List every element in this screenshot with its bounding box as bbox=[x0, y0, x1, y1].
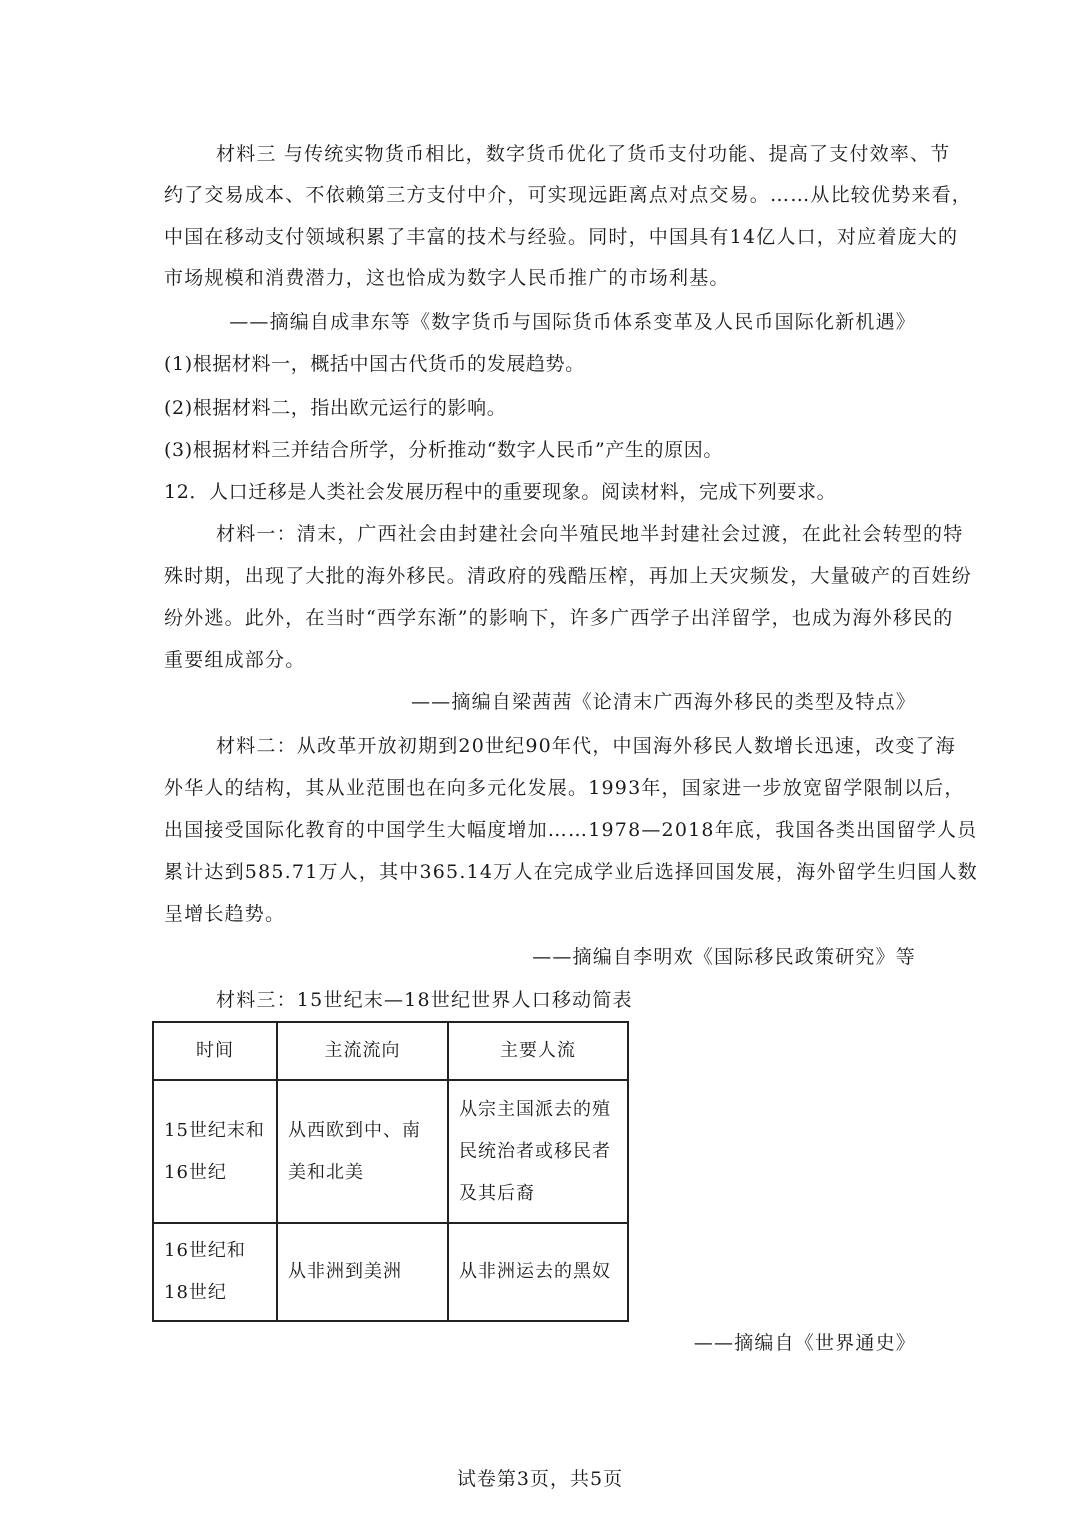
table-row bbox=[153, 1223, 628, 1321]
table-cell: 15世纪末和16世纪 bbox=[153, 1080, 277, 1223]
table-cell: 从宗主国派去的殖民统治者或移民者及其后裔 bbox=[448, 1080, 628, 1223]
table-cell: 从非洲运去的黑奴 bbox=[448, 1223, 628, 1321]
q12-material3-source: ——摘编自《世界通史》 bbox=[693, 1332, 916, 1354]
q11-subquestion-1: (1)根据材料一，概括中国古代货币的发展趋势。 bbox=[164, 353, 585, 375]
q12-material2-line-1: 材料二：从改革开放初期到20世纪90年代，中国海外移民人数增长迅速，改变了海 bbox=[216, 735, 956, 757]
table-cell: 从非洲到美洲 bbox=[277, 1223, 448, 1321]
q12-material2-line-3: 出国接受国际化教育的中国学生大幅度增加……1978—2018年底，我国各类出国留学人员 bbox=[164, 819, 978, 841]
table-cell: 从西欧到中、南美和北美 bbox=[277, 1080, 448, 1223]
q12-material2-line-4: 累计达到585.71万人，其中365.14万人在完成学业后选择回国发展，海外留学生归国人数 bbox=[164, 861, 978, 883]
material3-money-source: ——摘编自成聿东等《数字货币与国际货币体系变革及人民币国际化新机遇》 bbox=[229, 311, 916, 333]
page-footer: 试卷第3页，共5页 bbox=[456, 1468, 624, 1490]
q12-stem: 12．人口迁移是人类社会发展历程中的重要现象。阅读材料，完成下列要求。 bbox=[164, 481, 837, 503]
table-header-cell: 主流流向 bbox=[277, 1022, 448, 1080]
table-header-cell: 主要人流 bbox=[448, 1022, 628, 1080]
material3-money-line-3: 中国在移动支付领域积累了丰富的技术与经验。同时，中国具有14亿人口，对应着庞大的 bbox=[164, 226, 959, 248]
q12-material1-source: ——摘编自梁茜茜《论清末广西海外移民的类型及特点》 bbox=[410, 691, 916, 713]
table-header-cell: 时间 bbox=[153, 1022, 277, 1080]
table-row bbox=[153, 1080, 628, 1223]
q12-material1-line-3: 纷外逃。此外，在当时“西学东渐”的影响下，许多广西学子出洋留学，也成为海外移民的 bbox=[164, 607, 954, 629]
q11-subquestion-3: (3)根据材料三并结合所学，分析推动“数字人民币”产生的原因。 bbox=[164, 439, 723, 461]
table-cell: 16世纪和18世纪 bbox=[153, 1223, 277, 1321]
material3-money-line-4: 市场规模和消费潜力，这也恰成为数字人民币推广的市场利基。 bbox=[164, 267, 730, 289]
q12-material2-line-5: 呈增长趋势。 bbox=[164, 903, 286, 925]
q11-subquestion-2: (2)根据材料二，指出欧元运行的影响。 bbox=[164, 397, 507, 419]
q12-material1-line-2: 殊时期，出现了大批的海外移民。清政府的残酷压榨，再加上天灾频发，大量破产的百姓纷 bbox=[164, 565, 973, 587]
q12-material1-line-1: 材料一：清末，广西社会由封建社会向半殖民地半封建社会过渡，在此社会转型的特 bbox=[216, 523, 964, 545]
migration-table bbox=[152, 1021, 629, 1322]
q12-material2-source: ——摘编自李明欢《国际移民政策研究》等 bbox=[532, 946, 916, 968]
q12-material1-line-4: 重要组成部分。 bbox=[164, 649, 306, 671]
material3-money-line-2: 约了交易成本、不依赖第三方支付中介，可实现远距离点对点交易。……从比较优势来看， bbox=[164, 184, 973, 206]
material3-money-line-1: 材料三 与传统实物货币相比，数字货币优化了货币支付功能、提高了支付效率、节 bbox=[216, 143, 951, 165]
q12-material3-caption: 材料三：15世纪末—18世纪世界人口移动简表 bbox=[216, 989, 633, 1011]
table-header-row bbox=[153, 1022, 628, 1080]
q12-material2-line-2: 外华人的结构，其从业范围也在向多元化发展。1993年，国家进一步放宽留学限制以后， bbox=[164, 777, 965, 799]
